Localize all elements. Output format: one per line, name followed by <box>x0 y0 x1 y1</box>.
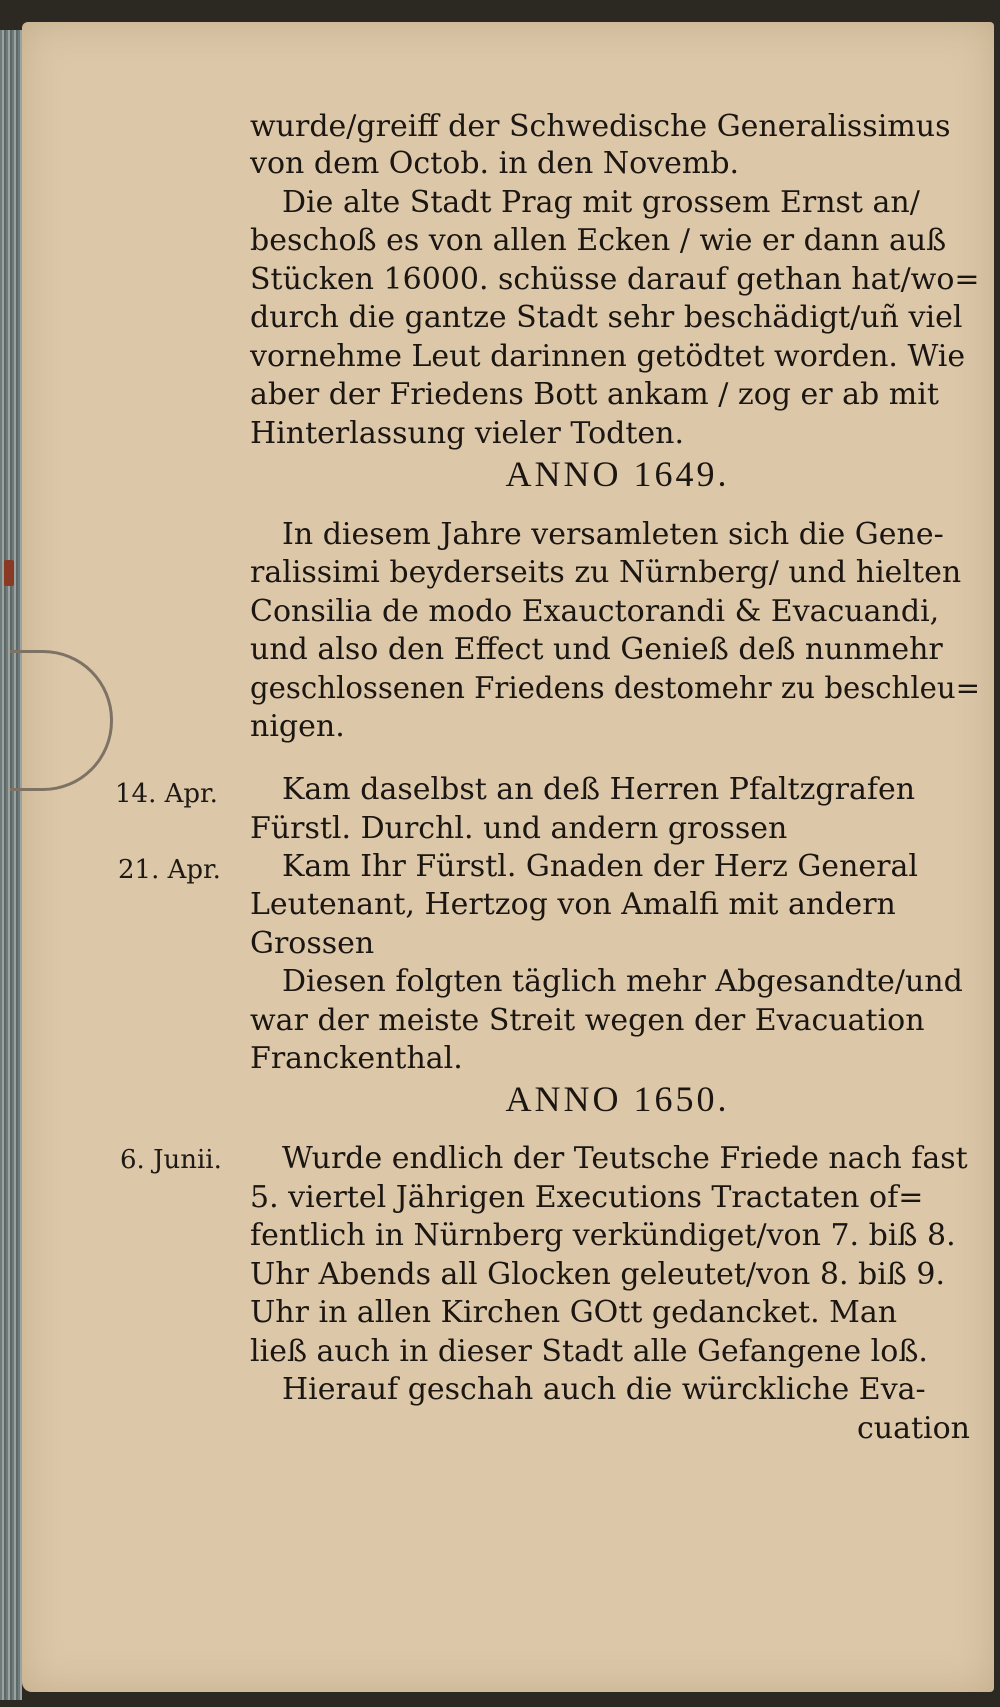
text-line: ralissimi beyderseits zu Nürnberg/ und hielten <box>250 555 962 590</box>
margin-note-date: 6. Junii. <box>120 1145 222 1175</box>
text-line: Kam daselbst an deß Herren Pfaltzgrafen <box>282 772 916 807</box>
text-line: war der meiste Streit wegen der Evacuation <box>250 1003 925 1038</box>
text-line: Wurde endlich der Teutsche Friede nach fast <box>282 1141 968 1176</box>
text-line: Uhr Abends all Glocken geleutet/von 8. biß 9. <box>250 1257 946 1292</box>
text-line: vornehme Leut darinnen getödtet worden. Wie <box>250 339 966 374</box>
text-line: Uhr in allen Kirchen GOtt gedancket. Man <box>250 1295 898 1330</box>
text-line: In diesem Jahre versamleten sich die Gene- <box>282 517 944 552</box>
text-line: fentlich in Nürnberg verkündiget/von 7. biß 8. <box>250 1218 956 1253</box>
text-line: Hierauf geschah auch die würckliche Eva- <box>282 1372 926 1407</box>
bookmark-ribbon <box>4 560 14 586</box>
text-line: Leutenant, Hertzog von Amalfi mit andern <box>250 887 896 922</box>
text-line: Stücken 16000. schüsse darauf gethan hat/wo= <box>250 262 980 297</box>
text-line: geschlossenen Friedens destomehr zu beschleu= <box>250 671 981 706</box>
text-line: von dem Octob. in den Novemb. <box>250 146 740 181</box>
text-line: 5. viertel Jährigen Executions Tractaten of= <box>250 1180 924 1215</box>
year-heading: ANNO 1650. <box>505 1079 730 1119</box>
text-line: wurde/greiff der Schwedische Generalissimus <box>250 109 951 144</box>
text-line: ließ auch in dieser Stadt alle Gefangene loß. <box>250 1334 928 1369</box>
text-line: Kam Ihr Fürstl. Gnaden der Herz General <box>282 849 918 884</box>
text-line: Franckenthal. <box>250 1041 463 1076</box>
text-line: aber der Friedens Bott ankam / zog er ab mit <box>250 377 939 412</box>
text-line: und also den Effect und Genieß deß nunmehr <box>250 632 943 667</box>
catchword: cuation <box>856 1411 970 1446</box>
text-line: Grossen <box>250 926 375 961</box>
text-line: Hinterlassung vieler Todten. <box>250 416 685 451</box>
text-line: Die alte Stadt Prag mit grossem Ernst an/ <box>282 185 920 220</box>
text-line: nigen. <box>250 709 345 744</box>
year-heading: ANNO 1649. <box>505 454 730 494</box>
margin-note-date: 14. Apr. <box>115 779 218 809</box>
text-line: Diesen folgten täglich mehr Abgesandte/und <box>282 964 963 999</box>
text-line: Fürstl. Durchl. und andern grossen <box>250 811 788 846</box>
text-line: durch die gantze Stadt sehr beschädigt/uñ viel <box>250 300 963 335</box>
margin-note-date: 21. Apr. <box>118 855 221 885</box>
book-gutter <box>0 30 22 1700</box>
text-line: beschoß es von allen Ecken / wie er dann auß <box>250 223 947 258</box>
text-line: Consilia de modo Exauctorandi & Evacuandi, <box>250 594 940 629</box>
